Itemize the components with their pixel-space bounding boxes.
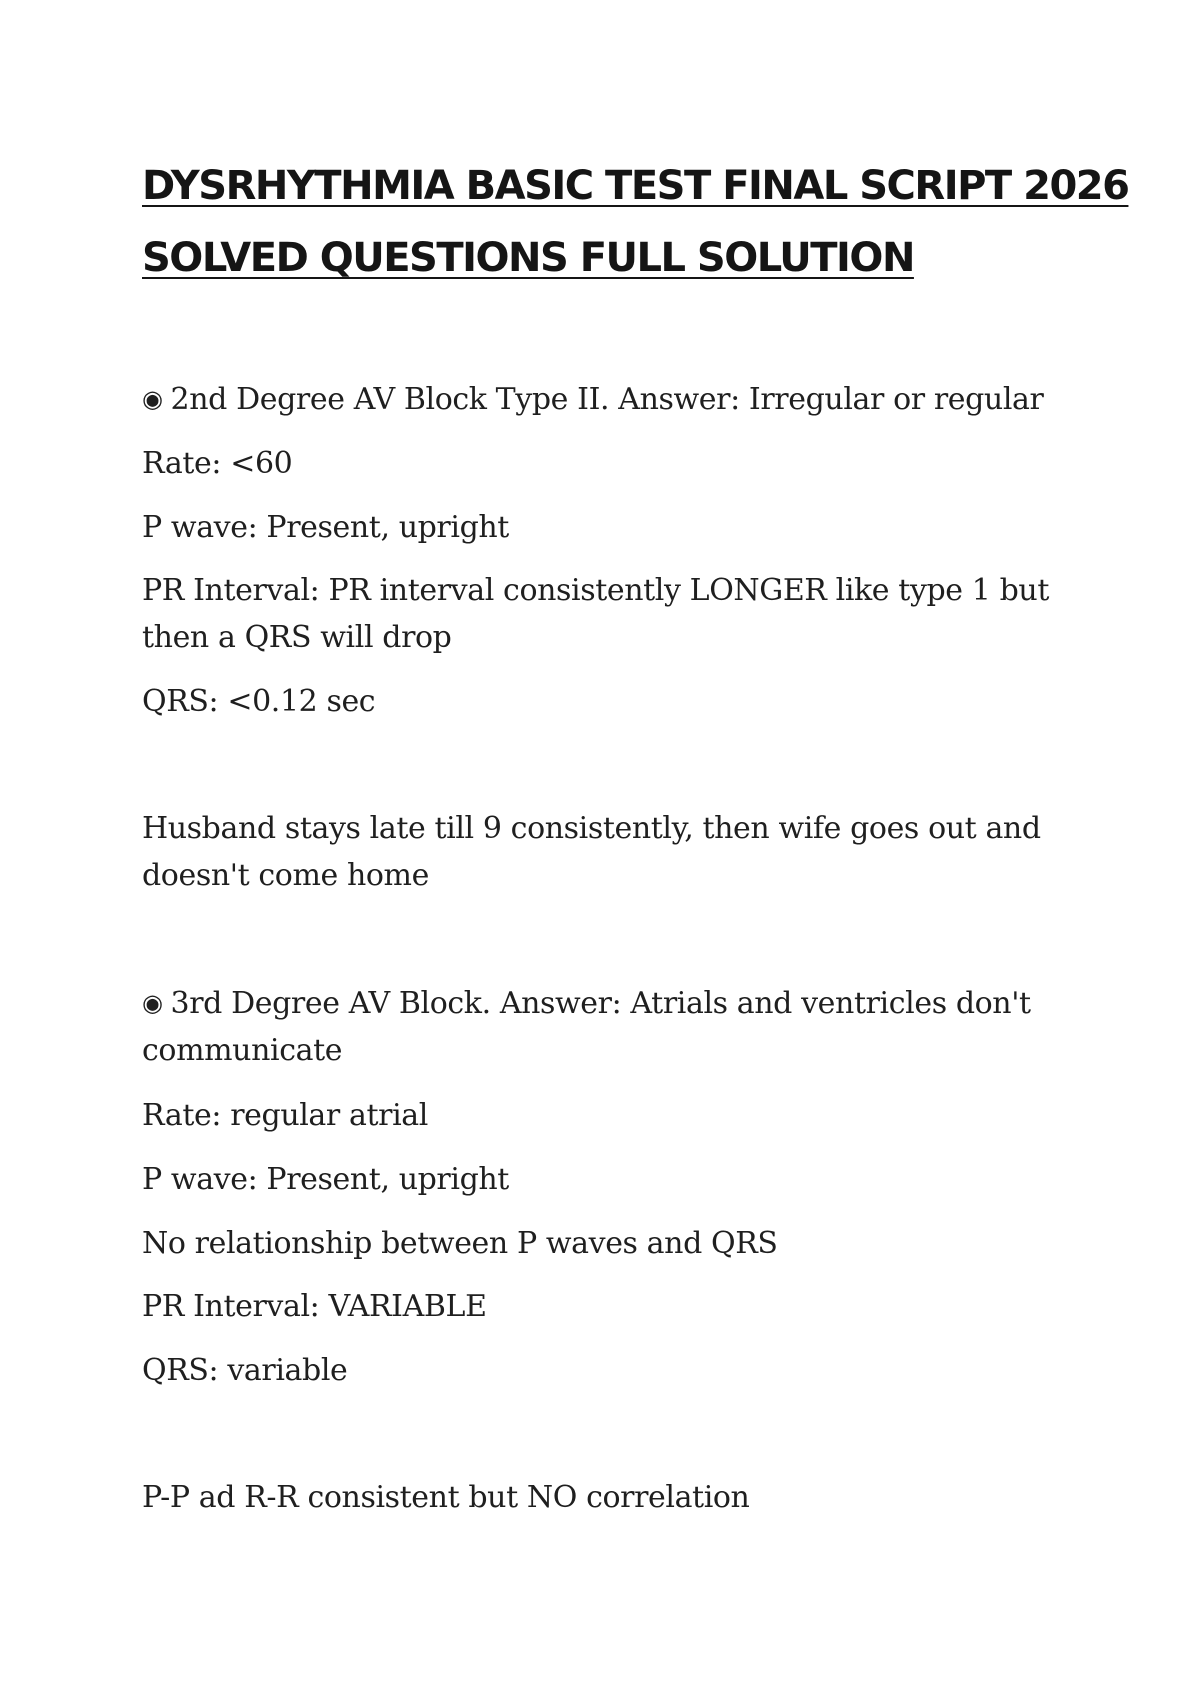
q2-pr-interval: PR Interval: VARIABLE: [142, 1289, 487, 1324]
q2-qrs: QRS: variable: [142, 1353, 348, 1388]
q1-p-wave: P wave: Present, upright: [142, 510, 509, 545]
q2-p-wave: P wave: Present, upright: [142, 1162, 509, 1197]
question-1: [142, 376, 1062, 423]
q1-rate: Rate: <60: [142, 446, 293, 481]
question-2: [142, 980, 1062, 1074]
question-2-text: 3rd Degree AV Block. Answer: Atrials and ventricles don't communicate: [142, 986, 1031, 1068]
q1-qrs: QRS: <0.12 sec: [142, 684, 376, 719]
title-line-1: DYSRHYTHMIA BASIC TEST FINAL SCRIPT 2026: [142, 163, 1129, 209]
q2-relationship: No relationship between P waves and QRS: [142, 1226, 778, 1261]
radio-bullet-icon: ◉: [142, 385, 163, 413]
q1-mnemonic: Husband stays late till 9 consistently, then wife goes out and doesn't come home: [142, 811, 1041, 893]
q1-pr-interval: PR Interval: PR interval consistently LONGER like type 1 but then a QRS will drop: [142, 573, 1049, 655]
question-1-text: 2nd Degree AV Block Type II. Answer: Irregular or regular: [170, 382, 1044, 417]
title-line-2: SOLVED QUESTIONS FULL SOLUTION: [142, 235, 914, 281]
radio-bullet-icon: ◉: [142, 989, 163, 1017]
q2-note: P-P ad R-R consistent but NO correlation: [142, 1480, 750, 1515]
q2-rate: Rate: regular atrial: [142, 1098, 428, 1133]
document-title: [142, 150, 1129, 294]
